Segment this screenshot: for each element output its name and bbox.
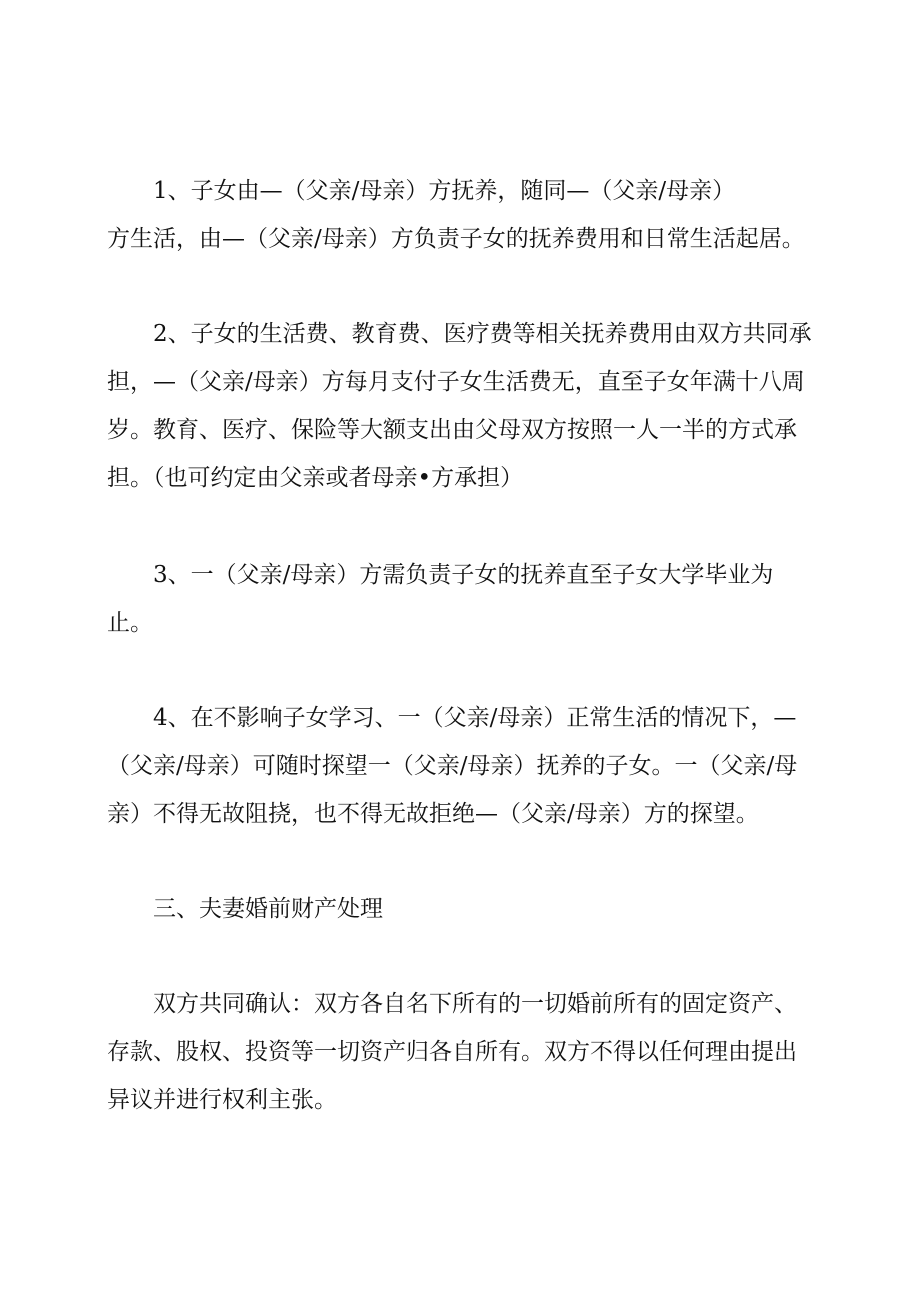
paragraph-line: 异议并进行权利主张。 [107, 1087, 337, 1113]
section-heading-text: 三、夫妻婚前财产处理 [153, 896, 383, 922]
paragraph-line: 止。 [107, 610, 153, 636]
paragraph-line: 担，—（父亲/母亲）方每月支付子女生活费无，直至子女年满十八周 [107, 369, 805, 395]
paragraph-line: 1、子女由—（父亲/母亲）方抚养，随同—（父亲/母亲） [153, 178, 736, 204]
paragraph-line: 双方共同确认：双方各自名下所有的一切婚前所有的固定资产、 [153, 991, 797, 1017]
paragraph-line: 担。（也可约定由父亲或者母亲•方承担） [107, 465, 524, 491]
paragraph-line: （父亲/母亲）可随时探望一（父亲/母亲）抚养的子女。一（父亲/母 [107, 753, 798, 779]
paragraph-line: 岁。教育、医疗、保险等大额支出由父母双方按照一人一半的方式承 [107, 417, 797, 443]
paragraph-child-custody [107, 167, 817, 263]
paragraph-line: 4、在不影响子女学习、一（父亲/母亲）正常生活的情况下，— [153, 705, 797, 731]
paragraph-line: 亲）不得无故阻挠，也不得无故拒绝—（父亲/母亲）方的探望。 [107, 801, 759, 827]
paragraph-visitation-rights [107, 694, 817, 838]
paragraph-line: 方生活，由—（父亲/母亲）方负责子女的抚养费用和日常生活起居。 [107, 226, 805, 252]
paragraph-line: 3、一（父亲/母亲）方需负责子女的抚养直至子女大学毕业为 [153, 562, 774, 588]
section-heading-premarital-property [107, 885, 817, 933]
paragraph-line: 存款、股权、投资等一切资产归各自所有。双方不得以任何理由提出 [107, 1039, 797, 1065]
paragraph-support-until-graduation [107, 551, 817, 647]
paragraph-property-confirmation [107, 980, 817, 1124]
paragraph-child-support-costs [107, 310, 817, 502]
paragraph-line: 2、子女的生活费、教育费、医疗费等相关抚养费用由双方共同承 [153, 321, 812, 347]
